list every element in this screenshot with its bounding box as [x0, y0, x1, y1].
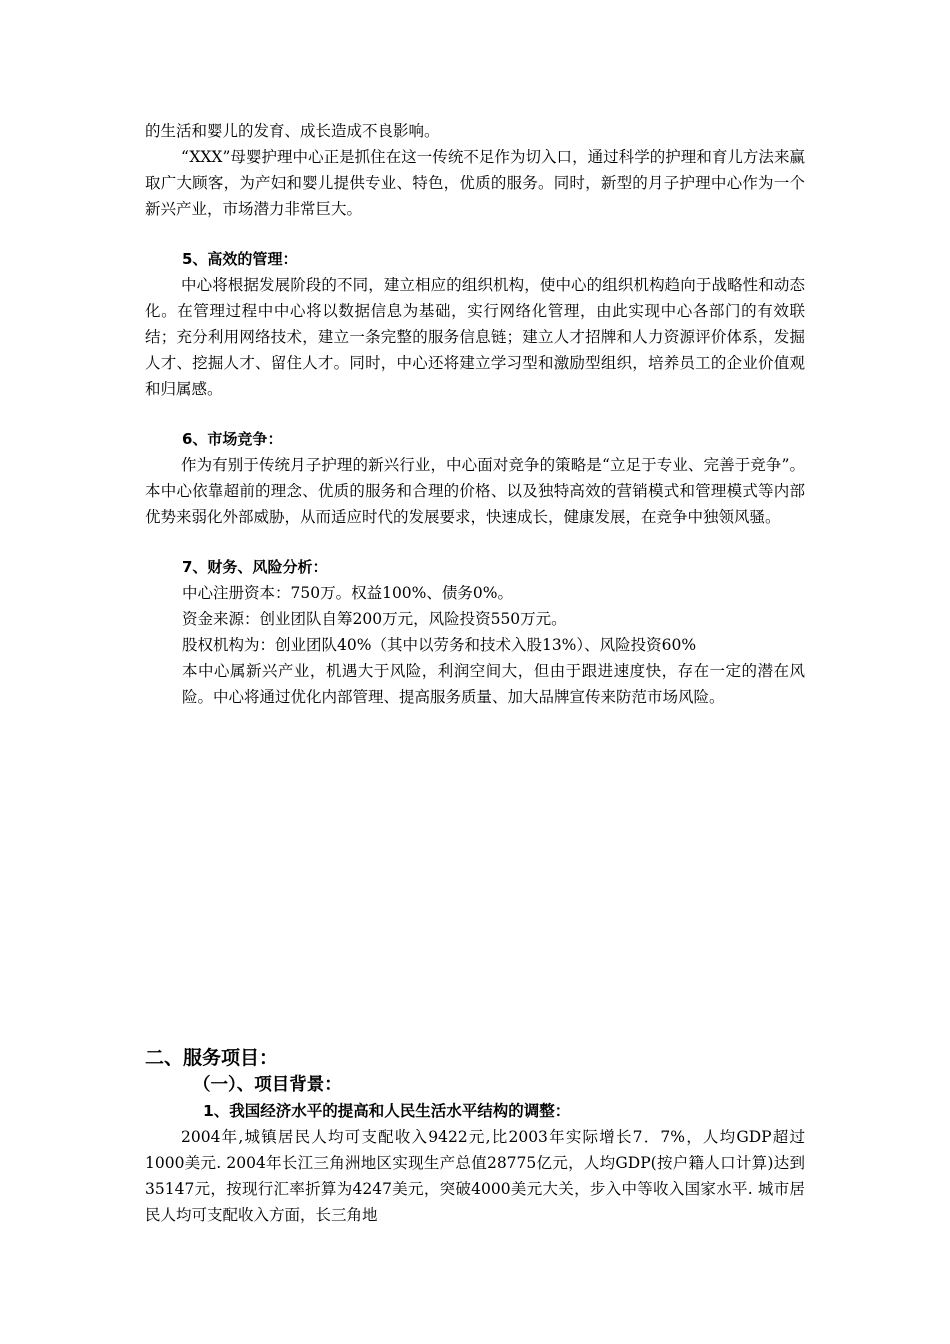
- section-5-title: 5、高效的管理：: [182, 250, 298, 268]
- section-7-risk: 本中心属新兴产业，机遇大于风险，利润空间大，但由于跟进速度快，存在一定的潜在风险。中心将通过优化内部管理、提高服务质量、加大品牌宣传来防范市场风险。: [182, 662, 805, 706]
- intro-paragraph: “XXX”母婴护理中心正是抓住在这一传统不足作为切入口，通过科学的护理和育儿方法来赢取广大顾客，为产妇和婴儿提供专业、特色，优质的服务。同时，新型的月子护理中心作为一个新兴产业，市场潜力非常巨大。: [145, 148, 805, 218]
- section-7-funding: 资金来源：创业团队自筹200万元，风险投资550万元。: [182, 610, 567, 628]
- section-6-body: 作为有别于传统月子护理的新兴行业，中心面对竞争的策略是“立足于专业、完善于竞争”。本中心依靠超前的理念、优质的服务和合理的价格、以及独特高效的营销模式和管理模式等内部优势来弱化外部威胁，从而适应时代的发展要求，快速成长，健康发展，在竞争中独领风骚。: [145, 456, 805, 526]
- section-5-body: 中心将根据发展阶段的不同，建立相应的组织机构，使中心的组织机构趋向于战略性和动态化。在管理过程中中心将以数据信息为基础，实行网络化管理，由此实现中心各部门的有效联结；充分利用网络技术，建立一条完整的服务信息链；建立人才招牌和人力资源评价体系，发掘人才、挖掘人才、留住人才。同时，中心还将建立学习型和激励型组织，培养员工的企业价值观和归属感。: [145, 276, 805, 398]
- section-2-subtitle: （一）、项目背景：: [193, 1075, 342, 1095]
- section-2-item-title: 1、我国经济水平的提高和人民生活水平结构的调整：: [203, 1102, 571, 1120]
- document-body: [145, 118, 805, 710]
- section-6-title: 6、市场竞争：: [182, 430, 283, 448]
- section-2-title: 二、服务项目：: [145, 1047, 279, 1069]
- section-7-capital: 中心注册资本：750万。权益100%、债务0%。: [182, 584, 513, 602]
- top-line: 的生活和婴儿的发育、成长造成不良影响。: [145, 122, 440, 140]
- section-2: [145, 1044, 805, 1228]
- section-7-title: 7、财务、风险分析：: [182, 558, 328, 576]
- section-7-equity: 股权机构为：创业团队40%（其中以劳务和技术入股13%）、风险投资60%: [182, 636, 697, 654]
- section-2-body: 2004年,城镇居民人均可支配收入9422元,比2003年实际增长7．7%，人均GDP超过1000美元. 2004年长江三角洲地区实现生产总值28775亿元，人均GDP(按户籍人口计算)达到35147元，按现行汇率折算为4247美元，突破4000美元大关，步入中等收入国家水平. 城市居民人均可支配收入方面，长三角地: [145, 1128, 805, 1224]
